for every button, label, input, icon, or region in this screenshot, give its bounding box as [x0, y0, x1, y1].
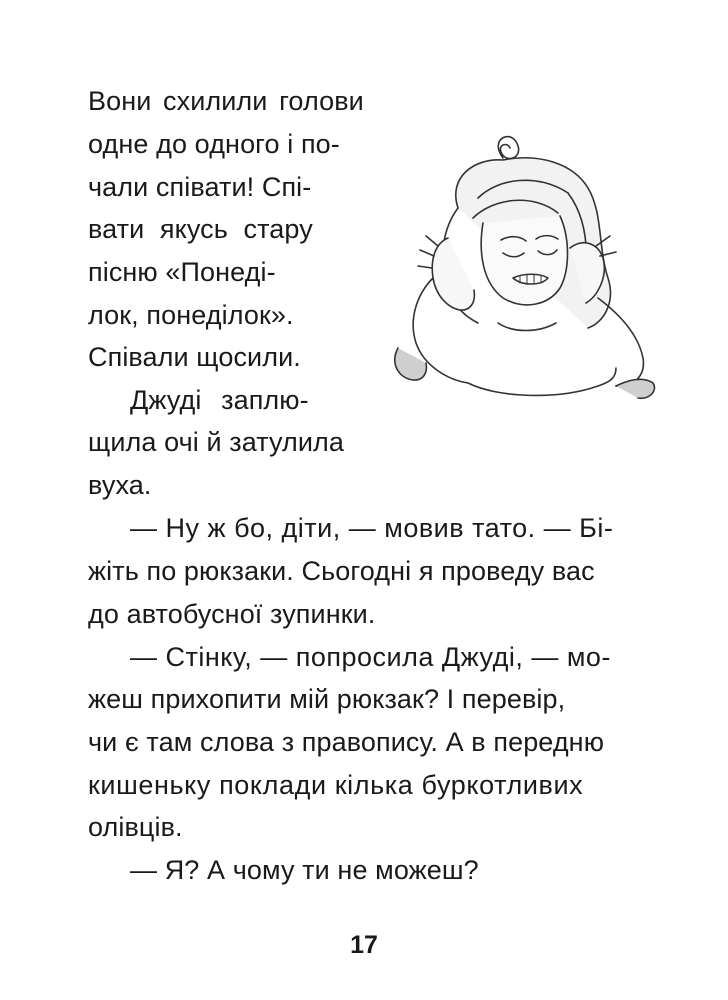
- text-line: Вони схилили голови: [88, 86, 364, 116]
- text-line: олівців.: [88, 812, 183, 842]
- text-line: чали співати! Спі-: [88, 172, 312, 202]
- text-line: щила очі й затулила: [88, 427, 345, 457]
- text-line: лок, понеділок».: [88, 300, 294, 330]
- text-line: Співали щосили.: [88, 342, 301, 372]
- text-line: вати якусь стару: [88, 214, 313, 244]
- text-line: — Я? А чому ти не можеш?: [130, 855, 479, 885]
- text-line: чи є там слова з правопису. А в передню: [88, 727, 605, 757]
- girl-covering-ears-illustration: [298, 118, 683, 408]
- text-line: — Ну ж бо, діти, — мовив тато. — Бі-: [130, 513, 614, 543]
- text-line: пісню «Понеді-: [88, 257, 276, 287]
- text-line: жеш прихопити мій рюкзак? І перевір,: [88, 684, 566, 714]
- text-line: вуха.: [88, 470, 152, 500]
- text-line: — Стінку, — попросила Джуді, — мо-: [130, 642, 611, 672]
- text-line: одне до одного і по-: [88, 129, 340, 159]
- text-line: кишеньку поклади кілька буркотливих: [88, 770, 584, 800]
- text-line: жіть по рюкзаки. Сьогодні я проведу вас: [88, 556, 595, 586]
- text-line: до автобусної зупинки.: [88, 599, 376, 629]
- text-line: Джуді заплю-: [130, 385, 309, 415]
- page-number: 17: [350, 931, 378, 959]
